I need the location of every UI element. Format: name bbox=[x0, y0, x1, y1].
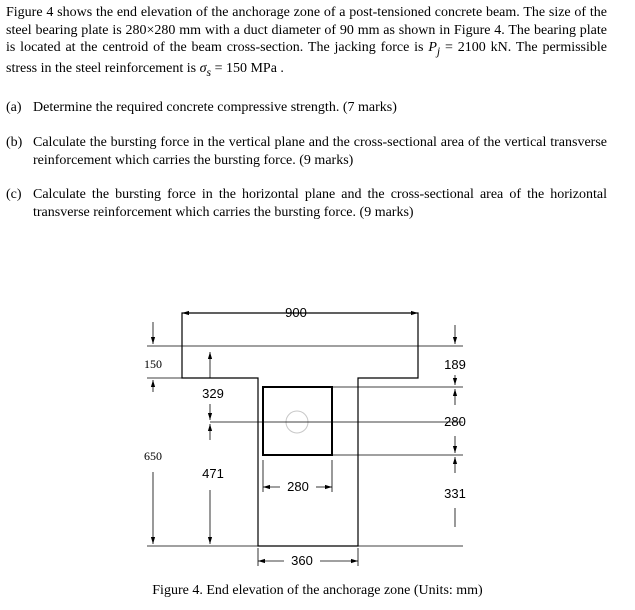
dim-471-label: 471 bbox=[202, 466, 224, 481]
stress-value: = 150 MPa bbox=[211, 61, 277, 77]
jacking-force-value: = 2100 kN bbox=[440, 40, 508, 55]
dim-900-label: 900 bbox=[285, 305, 307, 320]
dim-150-label: 150 bbox=[144, 357, 162, 371]
question-a-label: (a) bbox=[6, 100, 22, 115]
dim-331-label: 331 bbox=[444, 486, 466, 501]
intro-end: . bbox=[276, 61, 284, 77]
question-c-label: (c) bbox=[6, 187, 22, 202]
question-c-text: Calculate the bursting force in the horizontal plane and the cross-sectional area of the horizontal transverse reinforcement which carries the bursting force. (9 marks) bbox=[33, 187, 607, 220]
beam-outline bbox=[182, 313, 418, 546]
question-a-text: Determine the required concrete compressive strength. (7 marks) bbox=[33, 100, 397, 115]
stress-subscript: s bbox=[206, 66, 212, 80]
stress-symbol: σ bbox=[199, 61, 207, 77]
dim-360-label: 360 bbox=[291, 553, 313, 568]
dim-280-horizontal-label: 280 bbox=[287, 479, 309, 494]
jacking-force-symbol: P bbox=[428, 40, 437, 55]
intro-text-continued: . The permissible stress in the steel reinforcement is bbox=[6, 40, 607, 77]
dim-189-label: 189 bbox=[444, 357, 466, 372]
dim-650-label: 650 bbox=[144, 449, 162, 463]
bearing-plate bbox=[263, 387, 332, 455]
intro-text: Figure 4 shows the end elevation of the anchorage zone of a post-tensioned concrete beam. The size of the steel bearing plate is 280×280 mm with a duct diameter of 90 mm as shown in Figure 4. The bearing plate is located at the centroid of the beam cross-section. The jacking force is bbox=[6, 5, 607, 55]
question-b-label: (b) bbox=[6, 135, 23, 150]
dim-329-label: 329 bbox=[202, 386, 224, 401]
question-b-text: Calculate the bursting force in the vertical plane and the cross-sectional area of the vertical transverse reinforcement which carries the bursting force. (9 marks) bbox=[33, 135, 607, 168]
figure-caption: Figure 4. End elevation of the anchorage zone (Units: mm) bbox=[152, 583, 483, 598]
dim-280-vertical-label: 280 bbox=[444, 414, 466, 429]
jacking-force-subscript: j bbox=[436, 44, 441, 58]
